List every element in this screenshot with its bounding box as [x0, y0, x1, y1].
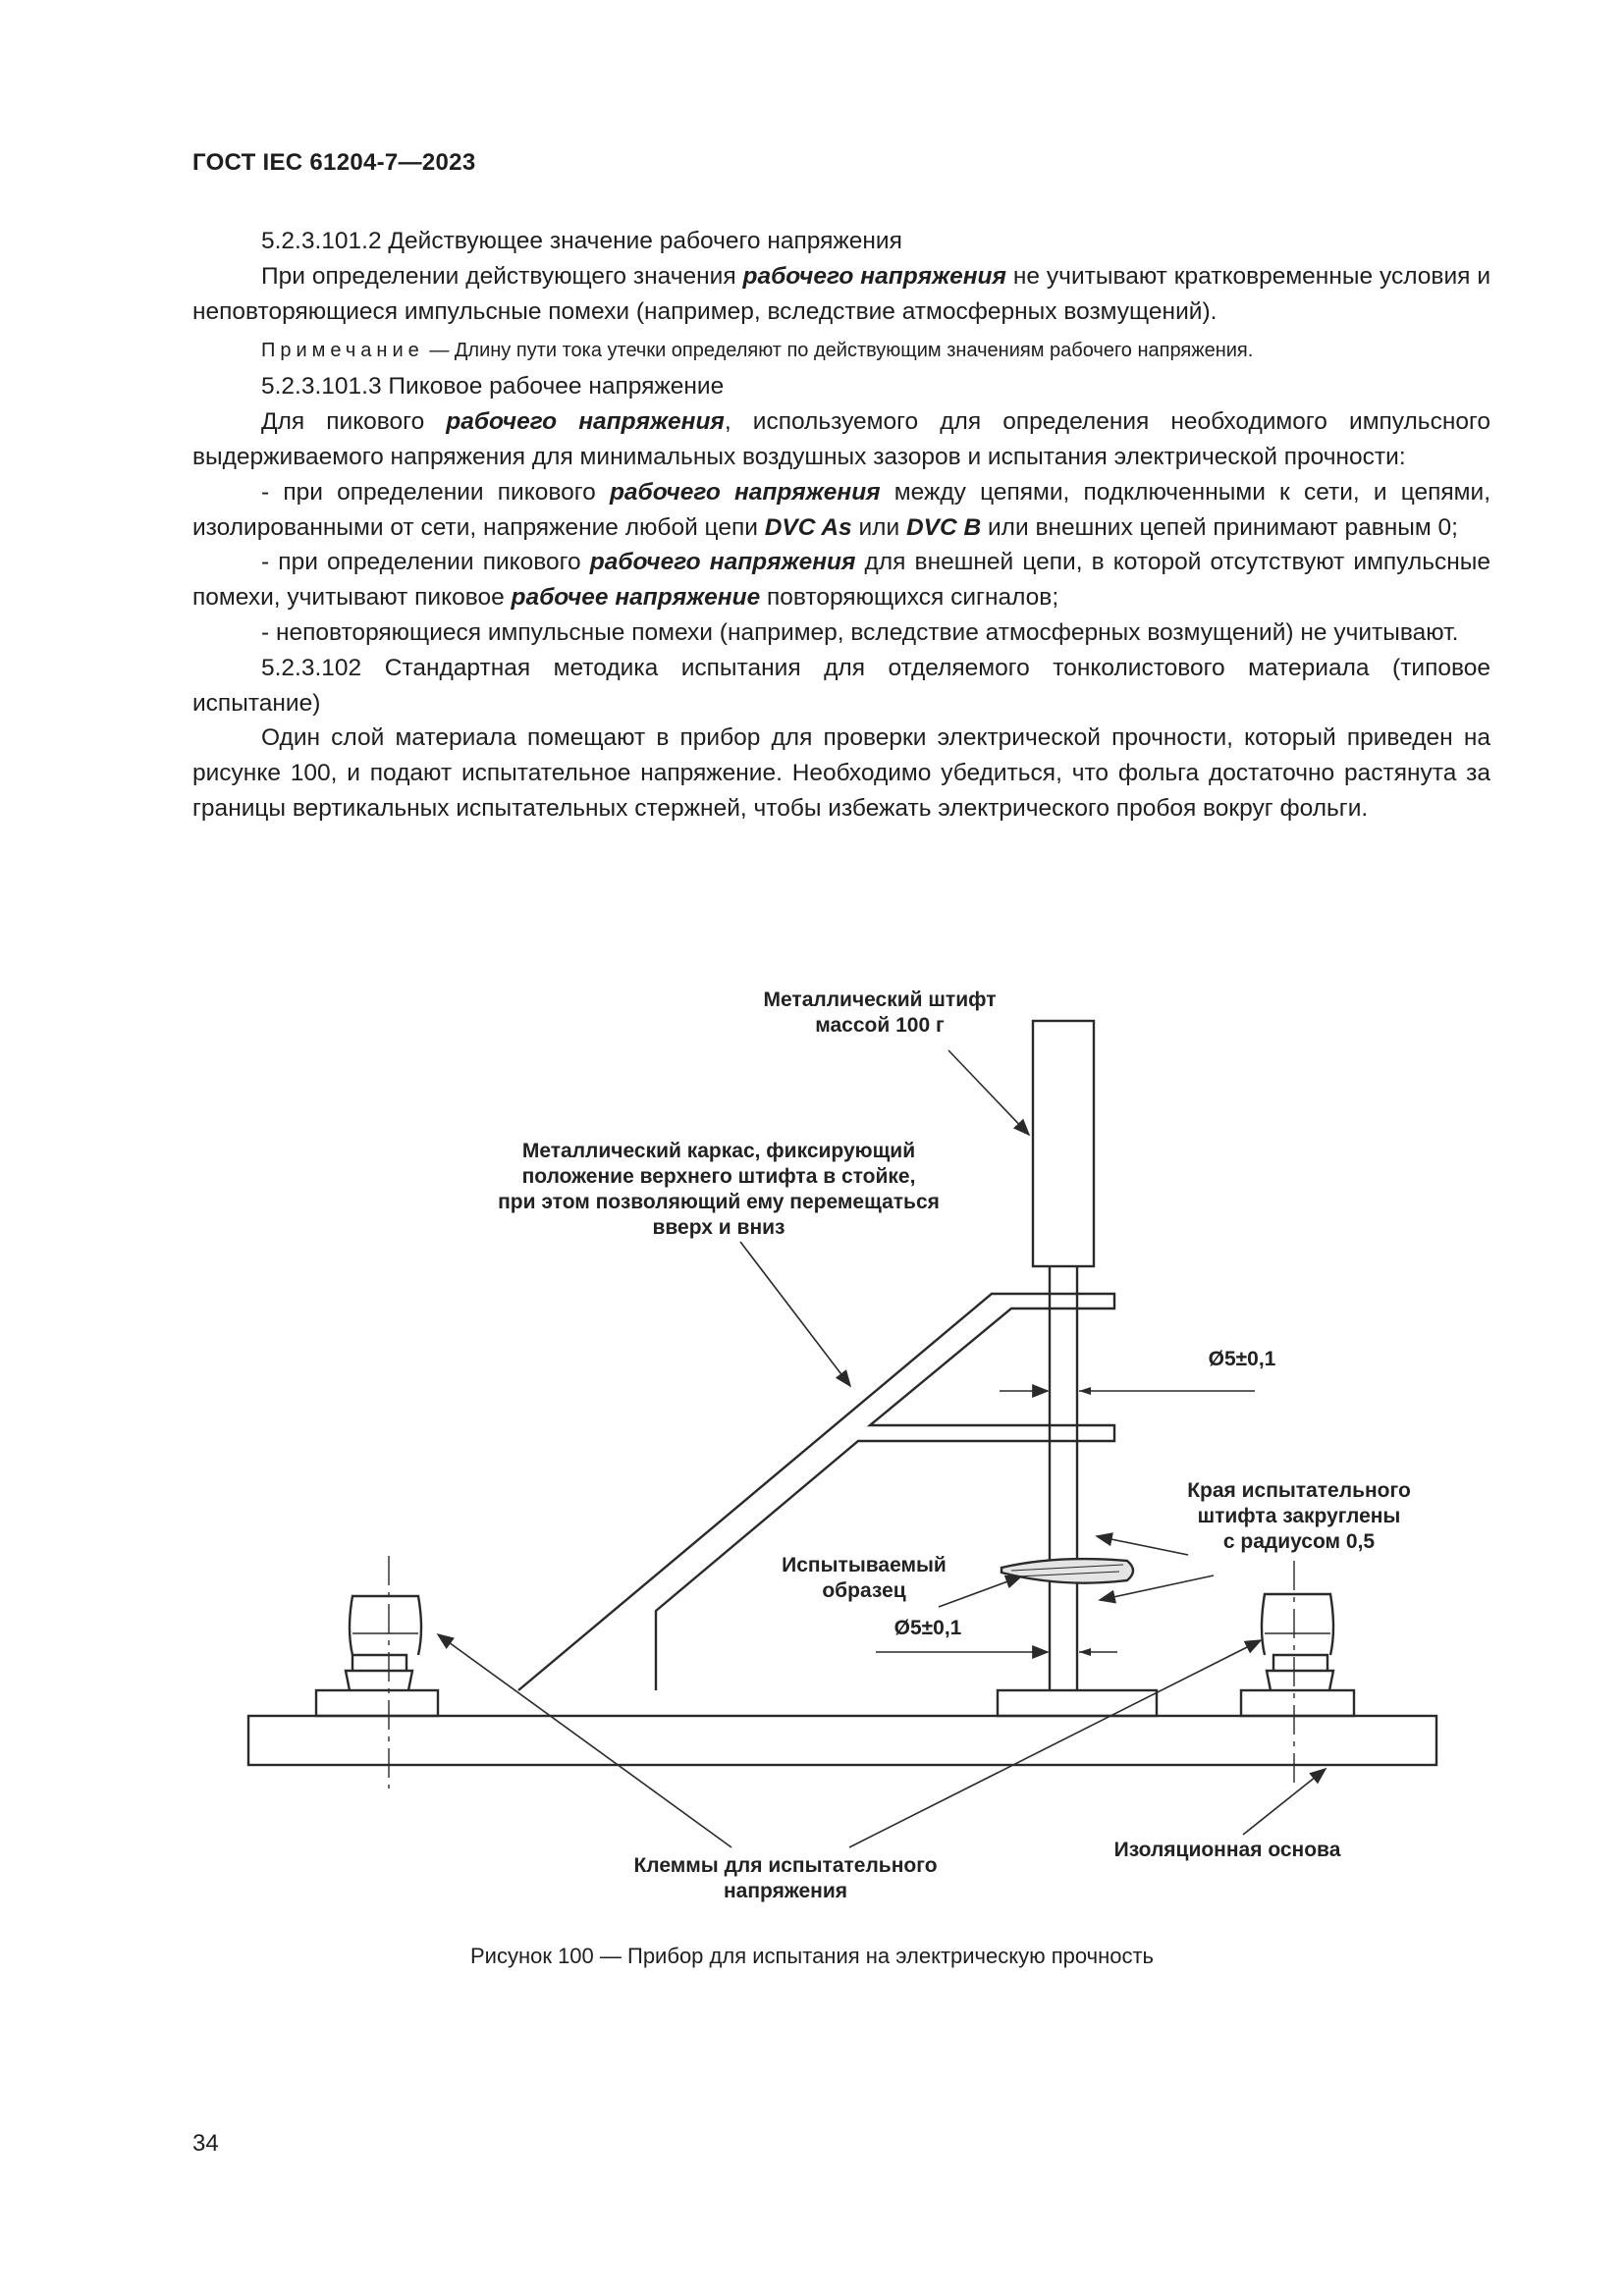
note: Примечание — Длину пути тока утечки определяют по действующим значениям рабочего напряжения.	[261, 340, 1254, 362]
label-rounded-edges: Края испытательного штифта закруглены с радиусом 0,5	[1187, 1479, 1411, 1553]
test-rod	[1050, 1266, 1077, 1690]
label-dimension-top: Ø5±0,1	[1208, 1348, 1276, 1370]
dimension-top	[1000, 1387, 1255, 1395]
right-terminal-plate	[1241, 1690, 1354, 1716]
figure-caption: Рисунок 100 — Прибор для испытания на электрическую прочность	[469, 1944, 1155, 1968]
term: рабочего напряжения	[446, 408, 725, 436]
left-terminal-plate	[316, 1690, 438, 1716]
upper-pin	[1033, 1021, 1094, 1266]
paragraph: При определении действующего значения рабочего напряжения не учитывают кратковременные условия и неповторяющиеся импульсные помехи (например, вследствие атмосферных возмущений).	[192, 262, 1491, 325]
term: DVC As	[764, 513, 852, 541]
label-metal-frame: Металлический каркас, фиксирующий положение верхнего штифта в стойке, при этом позволяющий ему перемещаться вверх и вниз	[498, 1140, 940, 1239]
list-item: - при определении пикового рабочего напряжения между цепями, подключенными к сети, и цепями, изолированными от сети, напряжение любой цепи DVC As или DVC B или внешних цепей принимают равным 0;	[192, 478, 1490, 541]
list-item: - при определении пикового рабочего напряжения для внешней цепи, в которой отсутствуют импульсные помехи, учитывают пиковое рабочее напряжение повторяющихся сигналов;	[192, 549, 1490, 612]
section-heading: 5.2.3.102 Стандартная методика испытания для отделяемого тонколистового материала (типовое испытание)	[192, 654, 1490, 717]
metal-frame	[518, 1294, 1114, 1690]
insulating-base	[248, 1716, 1436, 1765]
apparatus-drawing	[0, 942, 1624, 1953]
label-terminals: Клеммы для испытательного напряжения	[633, 1854, 938, 1902]
list-item: - неповторяющиеся импульсные помехи (например, вследствие атмосферных возмущений) не учитывают.	[261, 618, 1459, 646]
dimension-bottom	[876, 1648, 1117, 1656]
term: рабочего напряжения	[609, 478, 881, 506]
note-label: Примечание	[261, 340, 424, 362]
document-header: ГОСТ IEC 61204-7—2023	[192, 149, 476, 176]
label-specimen: Испытываемый образец	[782, 1554, 947, 1602]
section-heading: 5.2.3.101.3 Пиковое рабочее напряжение	[261, 373, 725, 400]
paragraph: Для пикового рабочего напряжения, используемого для определения необходимого импульсного выдерживаемого напряжения для минимальных воздушных зазоров и испытания электрической прочности:	[192, 408, 1491, 470]
term: рабочего напряжения	[589, 549, 856, 576]
section-heading: 5.2.3.101.2 Действующее значение рабочего напряжения	[261, 228, 902, 254]
center-plate	[998, 1690, 1157, 1716]
page-number: 34	[192, 2130, 219, 2157]
paragraph: Один слой материала помещают в прибор для проверки электрической прочности, который приведен на рисунке 100, и подают испытательное напряжение. Необходимо убедиться, что фольга достаточно растянута за границы вертикальных испытательных стержней, чтобы избежать электрического пробоя вокруг фольги.	[192, 724, 1490, 822]
term: DVC B	[905, 513, 982, 541]
figure-100	[0, 942, 1624, 1953]
term: рабочего напряжения	[742, 262, 1006, 290]
term: рабочее напряжение	[511, 584, 761, 612]
body-text	[192, 224, 1490, 827]
label-dimension-bottom: Ø5±0,1	[893, 1617, 962, 1639]
label-metal-pin: Металлический штифт массой 100 г	[763, 988, 997, 1037]
test-specimen	[1001, 1559, 1133, 1583]
right-terminal	[1262, 1594, 1333, 1690]
left-terminal	[346, 1596, 421, 1690]
label-insulating-base: Изоляционная основа	[1113, 1839, 1341, 1861]
